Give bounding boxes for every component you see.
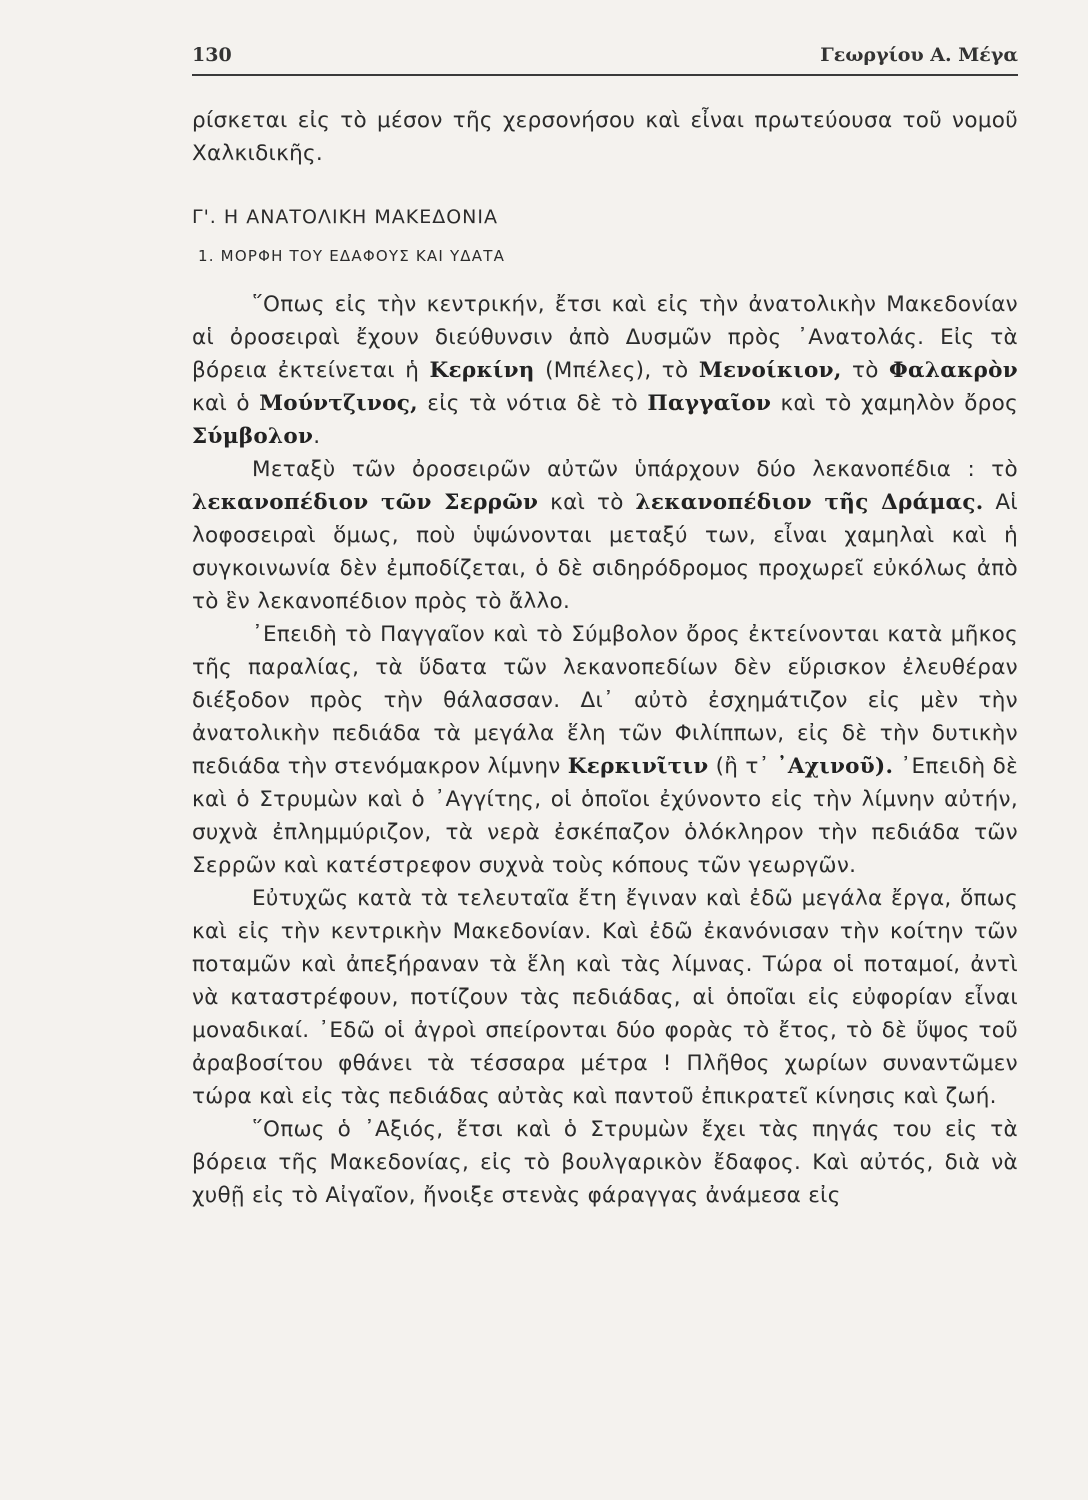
paragraph-4: Εὐτυχῶς κατὰ τὰ τελευταῖα ἔτη ἔγιναν καὶ ἐδῶ μεγάλα ἔργα, ὅπως καὶ εἰς τὴν κεντρικὴν Μακεδονίαν. Καὶ ἐδῶ ἐκανόνισαν τὴν κοίτην τῶν ποταμῶν καὶ ἀπεξήραναν τὰ ἕλη καὶ τὰς λίμνας. Τώρα οἱ ποταμοί, ἀντὶ νὰ καταστρέφουν, ποτίζουν τὰς πεδιάδας, αἱ ὁποῖαι εἰς εὐφορίαν εἶναι μοναδικαί. ᾿Εδῶ οἱ ἀγροὶ σπείρονται δύο φορὰς τὸ ἔτος, τὸ δὲ ὕψος τοῦ ἀραβοσίτου φθάνει τὰ τέσσαρα μέτρα ! Πλῆθος χωρίων συναντῶμεν τώρα καὶ εἰς τὰς πεδιάδας αὐτὰς καὶ παντοῦ ἐπικρατεῖ κίνησις καὶ ζωή. (192, 886, 1018, 1109)
running-head: Γεωργίου Α. Μέγα (820, 44, 1018, 66)
page-header (192, 44, 1018, 76)
term-falakron: Φαλακρὸν (889, 358, 1018, 383)
term-menoikion: Μενοίκιον, (698, 358, 842, 383)
term-symvolon: Σύμβολον (192, 424, 314, 449)
intro-paragraph: ρίσκεται εἰς τὸ μέσον τῆς χερσονήσου καὶ εἶναι πρωτεύουσα τοῦ νομοῦ Χαλκιδικῆς. (192, 108, 1018, 166)
page-number: 130 (192, 44, 232, 66)
term-achinou: ᾿Αχινοῦ). (776, 754, 894, 779)
paragraph-5: ῞Οπως ὁ ᾿Αξιός, ἔτσι καὶ ὁ Στρυμὼν ἔχει τὰς πηγάς του εἰς τὰ βόρεια τῆς Μακεδονίας, εἰς τὸ βουλγαρικὸν ἔδαφος. Καὶ αὐτός, διὰ νὰ χυθῇ εἰς τὸ Αἰγαῖον, ἤνοιξε στενὰς φάραγγας ἀνάμεσα εἰς (192, 1117, 1018, 1208)
term-mountzinos: Μούντζινος, (259, 391, 418, 416)
section-title: Γ'. Η ΑΝΑΤΟΛΙΚΗ ΜΑΚΕΔΟΝΙΑ (192, 206, 498, 228)
paragraph-1: ῞Οπως εἰς τὴν κεντρικήν, ἔτσι καὶ εἰς τὴν ἀνατολικὴν Μακεδονίαν αἱ ὀροσειραὶ ἔχουν διεύθυνσιν ἀπὸ Δυσμῶν πρὸς ᾿Ανατολάς. Εἰς τὰ βόρεια ἐκτείνεται ἡ Κερκίνη (Μπέλες), τὸ Μενοίκιον, τὸ Φαλακρὸν καὶ ὁ Μούντζινος, εἰς τὰ νότια δὲ τὸ Παγγαῖον καὶ τὸ χαμηλὸν ὄρος Σύμβολον. (192, 292, 1018, 449)
paragraph-3: ᾿Επειδὴ τὸ Παγγαῖον καὶ τὸ Σύμβολον ὄρος ἐκτείνονται κατὰ μῆκος τῆς παραλίας, τὰ ὕδατα τῶν λεκανοπεδίων δὲν εὕρισκον ἐλευθέραν διέξοδον πρὸς τὴν θάλασσαν. Δι᾿ αὐτὸ ἐσχημάτιζον εἰς μὲν τὴν ἀνατολικὴν πεδιάδα τὰ μεγάλα ἕλη τῶν Φιλίππων, εἰς δὲ τὴν δυτικὴν πεδιάδα τὴν στενόμακρον λίμνην Κερκινῖτιν (ἢ τ᾿ ᾿Αχινοῦ). ᾿Επειδὴ δὲ καὶ ὁ Στρυμὼν καὶ ὁ ᾿Αγγίτης, οἱ ὁποῖοι ἐχύνοντο εἰς τὴν λίμνην αὐτήν, συχνὰ ἐπλημμύριζον, τὰ νερὰ ἐσκέπαζον ὁλόκληρον τὴν πεδιάδα τῶν Σερρῶν καὶ κατέστρεφον συχνὰ τοὺς κόπους τῶν γεωργῶν. (192, 622, 1018, 878)
term-lekanopedion-serron: λεκανοπέδιον τῶν Σερρῶν (192, 490, 539, 515)
term-kerkini: Κερκίνη (429, 358, 535, 383)
paragraph-2: Μεταξὺ τῶν ὀροσειρῶν αὐτῶν ὑπάρχουν δύο λεκανοπέδια : τὸ λεκανοπέδιον τῶν Σερρῶν καὶ τὸ λεκανοπέδιον τῆς Δράμας. Αἱ λοφοσειραὶ ὅμως, ποὺ ὑψώνονται μεταξύ των, εἶναι χαμηλαὶ καὶ ἡ συγκοινωνία δὲν ἐμποδίζεται, ὁ δὲ σιδηρόδρομος προχωρεῖ εὐκόλως ἀπὸ τὸ ἓν λεκανοπέδιον πρὸς τὸ ἄλλο. (192, 457, 1018, 614)
term-paggaion: Παγγαῖον (647, 391, 772, 416)
subsection-title: 1. ΜΟΡΦΗ ΤΟΥ ΕΔΑΦΟΥΣ ΚΑΙ ΥΔΑΤΑ (198, 247, 506, 265)
term-kerkinitin: Κερκινῖτιν (567, 754, 709, 779)
body-text (192, 104, 1018, 1212)
term-lekanopedion-dramas: λεκανοπέδιον τῆς Δράμας. (635, 490, 984, 515)
